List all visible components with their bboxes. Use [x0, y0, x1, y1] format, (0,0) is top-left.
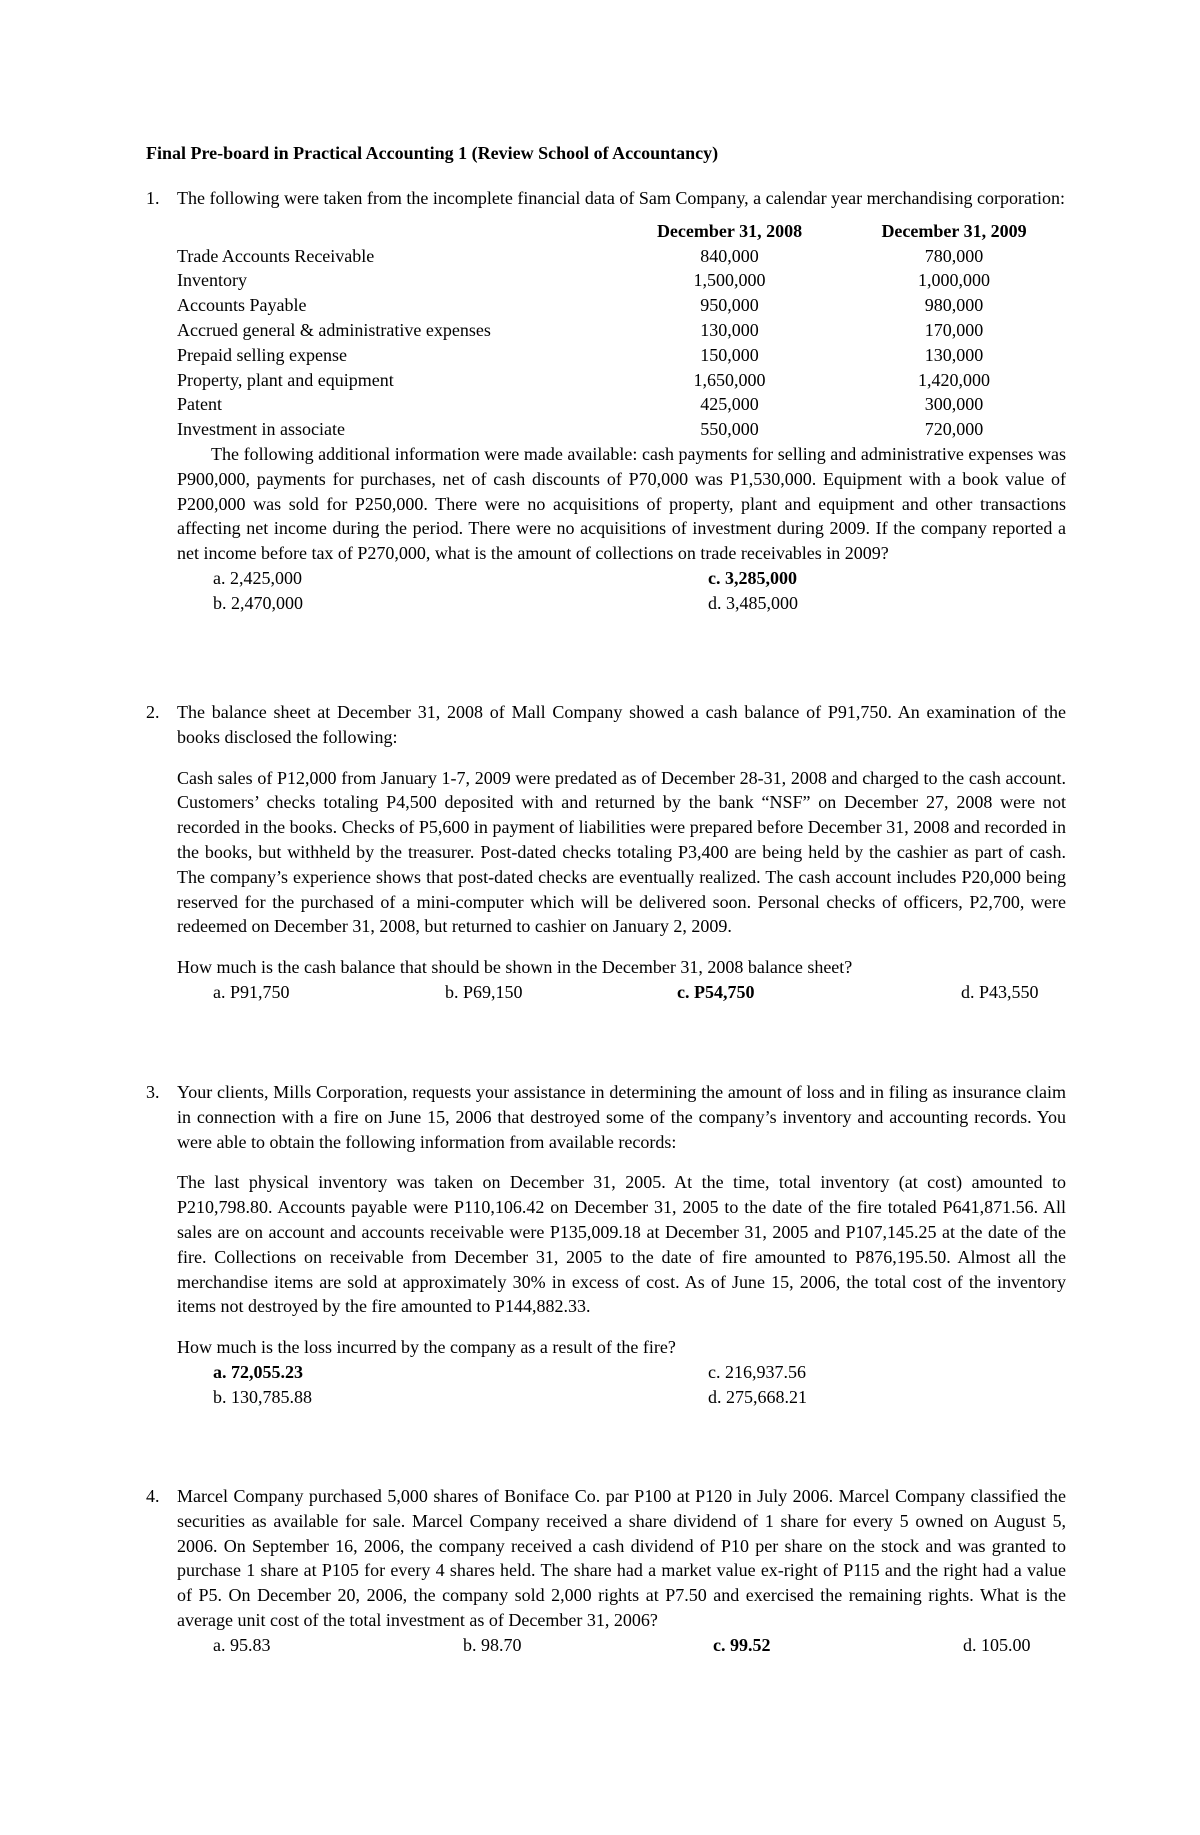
answer-options-row — [177, 980, 1066, 1005]
financial-data-table — [177, 219, 1066, 442]
option-c: c. 99.52 — [713, 1634, 771, 1655]
row-label: Trade Accounts Receivable — [177, 245, 375, 266]
question-text: Marcel Company purchased 5,000 shares of Boniface Co. par P100 at P120 in July 2006. Marcel Company classified the securities as available for sale. Marcel Company received a share dividend of 1 share for every 5 owned on August 5, 2006. On September 16, 2006, the company received a cash dividend of P10 per share on the stock and was granted to purchase 1 share at P105 for every 4 shares held. The share had a market value ex-right of P115 and the right had a value of P5. On December 20, 2006, the company sold 2,000 rights at P7.50 and exercised the remaining rights. What is the average unit cost of the total investment as of December 31, 2006? — [177, 1486, 1066, 1630]
question-intro: The balance sheet at December 31, 2008 of Mall Company showed a cash balance of P91,750. An examination of the books disclosed the following: — [177, 702, 1066, 747]
row-value-2008: 150,000 — [700, 344, 759, 365]
row-value-2009: 1,000,000 — [918, 270, 990, 291]
question-intro: The following were taken from the incomplete financial data of Sam Company, a calendar year merchandising corporation: — [177, 188, 1066, 208]
question-details: The last physical inventory was taken on December 31, 2005. At the time, total inventory (at cost) amounted to P210,798.80. Accounts payable were P110,106.42 on December 31, 2005 to the date of the fire totaled P641,871.56. All sales are on account and accounts receivable were P135,009.18 at December 31, 2005 and P107,145.25 at the date of the fire. Collections on receivable from December 31, 2005 to the date of fire amounted to P876,195.50. Almost all the merchandise items are sold at approximately 30% in excess of cost. As of June 15, 2006, the total cost of the inventory items not destroyed by the fire amounted to P144,882.33. — [177, 1172, 1066, 1317]
question-number: 3. — [146, 1082, 160, 1102]
row-value-2008: 1,500,000 — [693, 270, 766, 291]
question-prompt: How much is the cash balance that should be shown in the December 31, 2008 balance sheet? — [177, 957, 853, 978]
row-value-2009: 1,420,000 — [918, 369, 990, 390]
option-a: a. 72,055.23 — [213, 1361, 303, 1382]
table-header-label — [177, 219, 617, 244]
option-c: c. P54,750 — [677, 981, 755, 1002]
option-a: a. 2,425,000 — [213, 567, 302, 588]
table-header-2008: December 31, 2008 — [656, 220, 803, 241]
row-value-2008: 130,000 — [700, 319, 759, 340]
row-value-2008: 1,650,000 — [693, 369, 766, 390]
table-header-2009: December 31, 2009 — [881, 220, 1027, 241]
row-value-2009: 980,000 — [924, 295, 984, 316]
option-c: c. 216,937.56 — [708, 1361, 806, 1382]
row-value-2009: 780,000 — [924, 245, 984, 266]
option-b: b. 98.70 — [463, 1634, 522, 1655]
answer-options-row-2 — [177, 1385, 1066, 1410]
option-c: c. 3,285,000 — [708, 567, 797, 588]
document-title: Final Pre-board in Practical Accounting 1 (Review School of Accountancy) — [146, 143, 719, 163]
row-value-2008: 550,000 — [700, 419, 759, 440]
question-number: 2. — [146, 702, 160, 722]
question-number: 4. — [146, 1486, 160, 1506]
row-label: Prepaid selling expense — [177, 344, 347, 365]
question-intro: Your clients, Mills Corporation, requests your assistance in determining the amount of loss and in filing as insurance claim in connection with a fire on June 15, 2006 that destroyed some of the company’s inventory and accounting records. You were able to obtain the following information from available records: — [177, 1082, 1066, 1152]
question-1 — [146, 186, 1066, 616]
row-label: Patent — [177, 394, 222, 415]
table-row — [177, 293, 1066, 318]
table-row — [177, 244, 1066, 269]
row-value-2008: 950,000 — [700, 295, 759, 316]
table-row — [177, 392, 1066, 417]
answer-options-row-1 — [177, 1360, 1066, 1385]
question-prompt: How much is the loss incurred by the company as a result of the fire? — [177, 1337, 676, 1358]
option-d: d. 275,668.21 — [708, 1386, 807, 1407]
option-b: b. 2,470,000 — [213, 592, 303, 613]
additional-info: The following additional information were made available: cash payments for selling and administrative expenses was P900,000, payments for purchases, net of cash discounts of P70,000 was P1,530,000. Equipment with a book value of P200,000 was sold for P250,000. There were no acquisitions of property, plant and equipment and other transactions affecting net income during the period. There were no acquisitions of investment during 2009. If the company reported a net income before tax of P270,000, what is the amount of collections on trade receivables in 2009? — [177, 443, 1066, 564]
row-value-2009: 130,000 — [924, 344, 984, 365]
row-label: Property, plant and equipment — [177, 369, 394, 390]
row-value-2009: 170,000 — [924, 319, 984, 340]
question-4 — [146, 1484, 1066, 1658]
answer-options-row-2 — [177, 591, 1066, 616]
option-b: b. 130,785.88 — [213, 1386, 312, 1407]
option-d: d. 105.00 — [963, 1634, 1031, 1655]
row-label: Accounts Payable — [177, 295, 307, 316]
row-value-2008: 840,000 — [700, 245, 759, 266]
answer-options-row-1 — [177, 566, 1066, 591]
row-label: Inventory — [177, 270, 247, 291]
answer-options-row — [177, 1633, 1066, 1658]
table-header-row — [177, 219, 1066, 244]
table-row — [177, 318, 1066, 343]
table-row — [177, 368, 1066, 393]
option-b: b. P69,150 — [445, 981, 523, 1002]
table-row — [177, 417, 1066, 442]
row-value-2009: 300,000 — [924, 394, 984, 415]
table-row — [177, 343, 1066, 368]
option-a: a. 95.83 — [213, 1634, 271, 1655]
question-2 — [146, 700, 1066, 1005]
question-details: Cash sales of P12,000 from January 1-7, 2009 were predated as of December 28-31, 2008 and charged to the cash account. Customers’ checks totaling P4,500 deposited with and returned by the bank “NSF” on December 27, 2008 were not recorded in the books. Checks of P5,600 in payment of liabilities were prepared before December 31, 2008 and recorded in the books, but withheld by the treasurer. Post-dated checks totaling P3,400 are being held by the cashier as part of cash. The company’s experience shows that post-dated checks are eventually realized. The cash account includes P20,000 being reserved for the purchased of a mini-computer which will be delivered soon. Personal checks of officers, P2,700, were redeemed on December 31, 2008, but returned to cashier on January 2, 2009. — [177, 767, 1066, 937]
row-value-2009: 720,000 — [924, 419, 984, 440]
row-label: Investment in associate — [177, 419, 345, 440]
row-value-2008: 425,000 — [700, 394, 759, 415]
option-d: d. P43,550 — [961, 981, 1039, 1002]
option-d: d. 3,485,000 — [708, 592, 798, 613]
table-row — [177, 268, 1066, 293]
row-label: Accrued general & administrative expenses — [177, 319, 491, 340]
question-3 — [146, 1080, 1066, 1410]
option-a: a. P91,750 — [213, 981, 290, 1002]
question-number: 1. — [146, 188, 160, 208]
